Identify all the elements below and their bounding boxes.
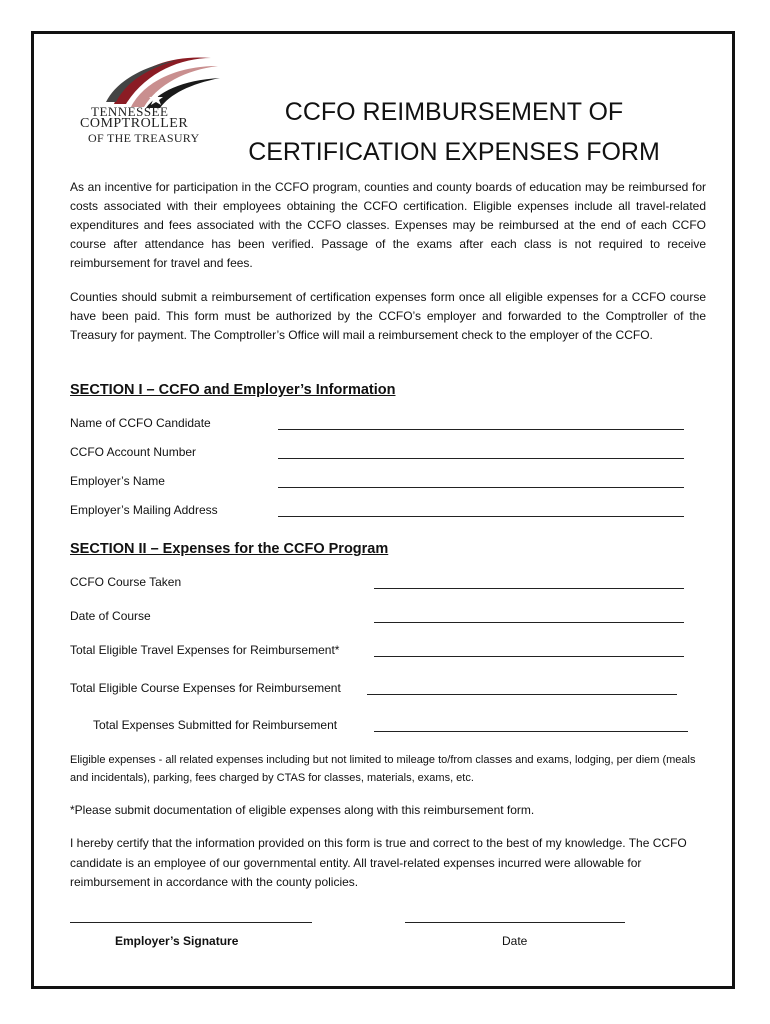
course-expenses-field[interactable] [367, 694, 677, 695]
travel-expenses-label: Total Eligible Travel Expenses for Reimbursement* [70, 643, 340, 657]
employer-name-label: Employer’s Name [70, 474, 165, 488]
logo-text-office: COMPTROLLER [80, 116, 189, 131]
employer-address-field[interactable] [278, 516, 684, 517]
eligible-expenses-note: Eligible expenses - all related expenses including but not limited to mileage to/from classes and exams, lodging, per diem (meals and incidentals), parking, fees charged by CTAS for classes, materials, exams, etc. [70, 754, 696, 784]
date-signature-line[interactable] [405, 922, 625, 923]
form-page [31, 31, 735, 989]
form-title [239, 92, 669, 172]
course-taken-field[interactable] [374, 588, 684, 589]
course-expenses-label: Total Eligible Course Expenses for Reimbursement [70, 681, 341, 695]
intro-paragraph-2: Counties should submit a reimbursement of certification expenses form once all eligible expenses for a CCFO course have been paid. This form must be authorized by the CCFO’s employer and forwarded to the Comptroller of the Treasury for payment. The Comptroller’s Office will mail a reimbursement check to the employer of the CCFO. [70, 290, 706, 342]
form-title-line2: CERTIFICATION EXPENSES FORM [248, 138, 660, 166]
swoosh-star-logo-mark [86, 52, 236, 112]
employer-signature-line[interactable] [70, 922, 312, 923]
intro-paragraph-1: As an incentive for participation in the CCFO program, counties and county boards of education may be reimbursed for costs associated with their employees obtaining the CCFO certification. Eligible expenses include all travel-related expenditures and fees associated with the CCFO classes. Expenses may be reimbursed at the end of each CCFO course after attendance has been verified. Passage of the exams after each class is not required to receive reimbursement for travel and fees. [70, 180, 706, 270]
section-1-heading: SECTION I – CCFO and Employer’s Information [70, 382, 396, 398]
employer-signature-label: Employer’s Signature [115, 934, 239, 948]
documentation-note: *Please submit documentation of eligible expenses along with this reimbursement form. [70, 803, 535, 817]
total-expenses-field[interactable] [374, 731, 688, 732]
logo-text-state: TENNESSEE [91, 104, 169, 119]
employer-name-field[interactable] [278, 487, 684, 488]
tennessee-comptroller-logo [80, 52, 236, 152]
certification-statement: I hereby certify that the information provided on this form is true and correct to the best of my knowledge. The CCFO candidate is an employee of our governmental entity. All travel-related expenses incurred were allowable for reimbursement in accordance with the county policies. [70, 836, 687, 889]
candidate-name-field[interactable] [278, 429, 684, 430]
logo-text-treasury: OF THE TREASURY [88, 131, 200, 145]
travel-expenses-field[interactable] [374, 656, 684, 657]
section-2-heading: SECTION II – Expenses for the CCFO Program [70, 541, 389, 557]
employer-address-label: Employer’s Mailing Address [70, 503, 218, 517]
account-number-label: CCFO Account Number [70, 445, 197, 459]
account-number-field[interactable] [278, 458, 684, 459]
course-taken-label: CCFO Course Taken [70, 575, 182, 589]
date-label: Date [502, 934, 528, 948]
total-expenses-label: Total Expenses Submitted for Reimbursement [93, 718, 338, 732]
candidate-name-label: Name of CCFO Candidate [70, 416, 211, 430]
course-date-field[interactable] [374, 622, 684, 623]
course-date-label: Date of Course [70, 609, 151, 623]
form-title-line1: CCFO REIMBURSEMENT OF [284, 98, 624, 126]
